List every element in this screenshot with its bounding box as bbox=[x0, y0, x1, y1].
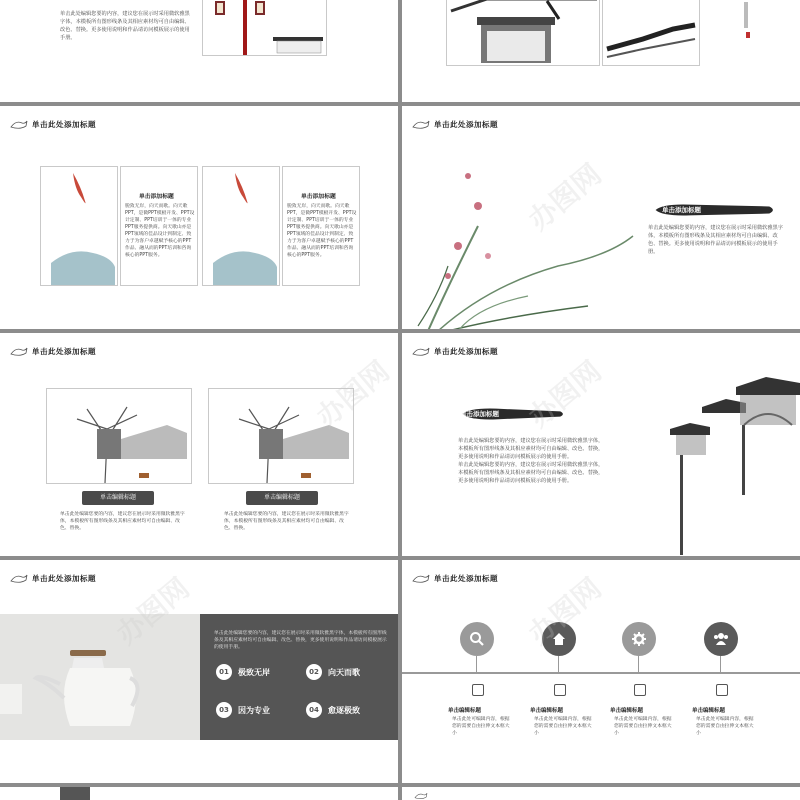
koi-image-2 bbox=[202, 166, 280, 286]
card-text: 脱敛无岸，向天而歌。向天歌PPT，是微PPT模板开发、PPT设计定制、PPT培训于一体的专业PPT服务提供商。向天歌山亦是PPT领域的佳品设计到制定、致力于为客户卓越赋予核心的PPT作品、融从而的PPT培训和咨询核心的PPT服务。 bbox=[287, 204, 357, 258]
feature-num-3: 03 bbox=[216, 702, 232, 718]
users-icon[interactable] bbox=[704, 622, 738, 656]
ink-bird-icon bbox=[10, 118, 28, 130]
watermark: 办图网 bbox=[522, 354, 608, 434]
card-title: 单击添加标题 bbox=[139, 194, 174, 200]
slide-title: 单击此处添加标题 bbox=[434, 573, 498, 583]
tree-text-1: 单击此处编辑您要的内容，建议您在展示时采用微软雅黑字体，本模板所有图形线条及其相应素材均可自由编辑、改色、替换。 bbox=[60, 512, 185, 531]
arch-text-2: 单击此处编辑您要的内容，建议您在展示时采用微软雅黑字体，本模板所有图形线条及其相应素材均可自由编辑、改色、替换，更多使用说明和作品请访问模板展示的使用手册。 bbox=[458, 462, 604, 484]
ink-bird-icon bbox=[412, 572, 430, 584]
ink-bird-icon bbox=[412, 345, 430, 357]
gear-icon[interactable] bbox=[622, 622, 656, 656]
ink-bird-icon bbox=[10, 345, 28, 357]
arch-painting bbox=[666, 373, 800, 556]
search-icon[interactable] bbox=[460, 622, 494, 656]
orchid-text: 单击此处编辑您要的内容，建议您在展示时采用微软雅黑字体，本模板所有图形线条及其相应素材均可自由编辑、改色、替换。更多使用说明和作品请访问模板展示的使用手册。 bbox=[648, 225, 783, 255]
timeline-tick bbox=[720, 656, 721, 672]
feature-num-4: 04 bbox=[306, 702, 322, 718]
slide-teapot[interactable] bbox=[0, 560, 398, 783]
edit-title-button-2[interactable]: 单击编辑标题 bbox=[246, 491, 318, 505]
slide-title: 单击此处添加标题 bbox=[32, 573, 96, 583]
edit-title-button-1[interactable]: 单击编辑标题 bbox=[82, 491, 154, 505]
feature-label-1: 极致无岸 bbox=[238, 668, 270, 677]
timeline-text-4: 单击此处可编辑内容，根据您的需要自由拉伸文本框大小 bbox=[696, 717, 754, 736]
tree-image-1 bbox=[46, 388, 192, 484]
koi-card-1[interactable] bbox=[120, 166, 198, 286]
teapot-photo bbox=[0, 614, 200, 740]
watermark: 办图网 bbox=[310, 354, 396, 434]
slide-title: 单击此处添加标题 bbox=[32, 119, 96, 129]
timeline-text-3: 单击此处可编辑内容，根据您的需要自由拉伸文本框大小 bbox=[614, 717, 672, 736]
timeline-line bbox=[402, 672, 800, 674]
timeline-tick bbox=[476, 656, 477, 672]
slide-header bbox=[412, 572, 498, 584]
slide-header bbox=[10, 118, 96, 130]
slide-text: 单击此处编辑您要的内容，建议您在展示时采用微软雅黑字体，本模板所有图形线条及其相应素材均可自由编辑、改色、替换。更多使用说明和作品请访问模板展示的使用手册。 bbox=[60, 11, 190, 41]
ink-bird-icon bbox=[10, 572, 28, 584]
feature-num-2: 02 bbox=[306, 664, 322, 680]
timeline-title-3: 单击编辑标题 bbox=[610, 708, 644, 714]
watermark: 办图网 bbox=[522, 571, 608, 651]
roof-image-right bbox=[602, 0, 700, 66]
slide-arch[interactable] bbox=[402, 333, 800, 556]
lantern-image bbox=[202, 0, 327, 56]
timeline-title-2: 单击编辑标题 bbox=[530, 708, 564, 714]
feature-label-3: 因为专业 bbox=[238, 706, 270, 715]
koi-card-2[interactable] bbox=[282, 166, 360, 286]
slide-trees[interactable] bbox=[0, 333, 398, 556]
slide-header bbox=[10, 572, 96, 584]
koi-image-1 bbox=[40, 166, 118, 286]
card-text: 脱敛无岸，向天而歌。向天歌PPT，是微PPT模板开发、PPT设计定制、PPT培训于一体的专业PPT服务提供商。向天歌山亦是PPT领域的佳品设计到制定、致力于为客户卓越赋予核心的PPT作品、融从而的PPT培训和咨询核心的PPT服务。 bbox=[125, 204, 195, 258]
arch-text-1: 单击此处编辑您要的内容，建议您在展示时采用微软雅黑字体，本模板所有图形线条及其相应素材均可自由编辑、改色、替换，更多使用说明和作品请访问模板展示的使用手册。 bbox=[458, 438, 604, 460]
feature-label-4: 愈逐极致 bbox=[328, 706, 360, 715]
slide-bottom-right[interactable] bbox=[402, 787, 800, 800]
timeline-title-4: 单击编辑标题 bbox=[692, 708, 726, 714]
dark-block bbox=[60, 787, 90, 800]
timeline-tick bbox=[638, 656, 639, 672]
feature-label-2: 向天而歌 bbox=[328, 668, 360, 677]
calendar-icon bbox=[472, 684, 484, 696]
seal-decoration bbox=[702, 0, 756, 46]
slide-bottom-left[interactable] bbox=[0, 787, 398, 800]
watermark: 办图网 bbox=[110, 571, 196, 651]
slide-lantern[interactable] bbox=[0, 0, 398, 102]
slide-header bbox=[412, 118, 498, 130]
calendar-icon bbox=[634, 684, 646, 696]
arch-title: 单击添加标题 bbox=[460, 410, 499, 418]
roof-image-left bbox=[446, 0, 600, 66]
calendar-icon bbox=[554, 684, 566, 696]
ink-bird-icon bbox=[412, 791, 430, 800]
feature-num-1: 01 bbox=[216, 664, 232, 680]
slide-timeline[interactable] bbox=[402, 560, 800, 783]
timeline-text-1: 单击此处可编辑内容，根据您的需要自由拉伸文本框大小 bbox=[452, 717, 510, 736]
slide-title: 单击此处添加标题 bbox=[434, 119, 498, 129]
ink-bird-icon bbox=[412, 118, 430, 130]
calendar-icon bbox=[716, 684, 728, 696]
slide-orchid[interactable] bbox=[402, 106, 800, 329]
watermark: 办图网 bbox=[522, 157, 608, 237]
tree-text-2: 单击此处编辑您要的内容，建议您在展示时采用微软雅黑字体，本模板所有图形线条及其相应素材均可自由编辑、改色、替换。 bbox=[224, 512, 349, 531]
slide-title: 单击此处添加标题 bbox=[434, 346, 498, 356]
slide-header bbox=[412, 345, 498, 357]
slide-title: 单击此处添加标题 bbox=[32, 346, 96, 356]
timeline-tick bbox=[558, 656, 559, 672]
orchid-painting bbox=[408, 166, 638, 329]
slide-roofs[interactable] bbox=[402, 0, 800, 102]
orchid-title: 单击添加标题 bbox=[662, 206, 701, 214]
timeline-text-2: 单击此处可编辑内容，根据您的需要自由拉伸文本框大小 bbox=[534, 717, 592, 736]
slide-header bbox=[10, 345, 96, 357]
timeline-title-1: 单击编辑标题 bbox=[448, 708, 482, 714]
feature-panel bbox=[200, 614, 398, 740]
slide-koi[interactable] bbox=[0, 106, 398, 329]
card-title: 单击添加标题 bbox=[301, 194, 336, 200]
feature-text: 单击此处编辑您要的内容，建议您在展示时采用微软雅黑字体，本模板所有图形线条及其相应素材均可自由编辑、改色、替换，更多使用说明和作品请访问模板展示的使用手册。 bbox=[214, 631, 387, 650]
